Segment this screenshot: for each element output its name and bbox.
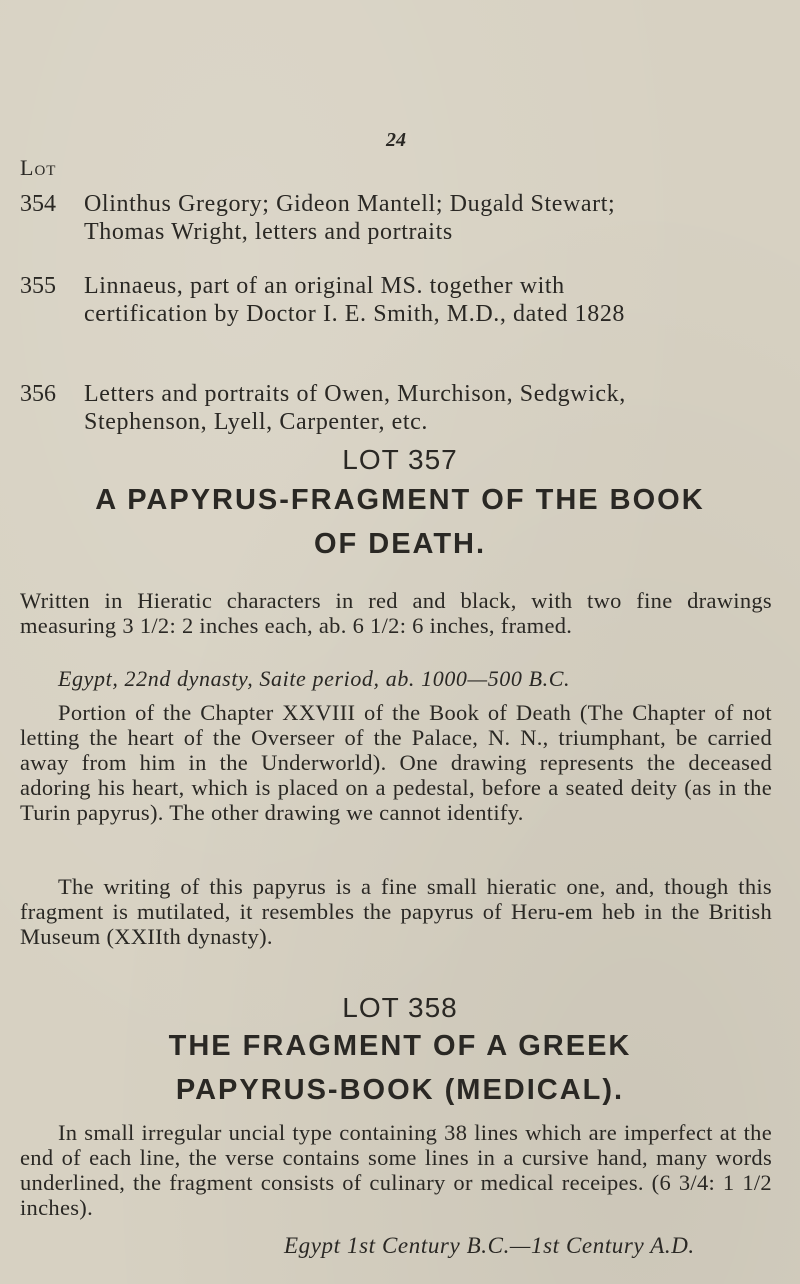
lot-description: Linnaeus, part of an original MS. together with certification by Doctor I. E. Smith, M.D., dated 1828	[84, 273, 626, 327]
lot-358-origin: Egypt 1st Century B.C.—1st Century A.D.	[284, 1233, 695, 1258]
lot-number: 356	[20, 381, 56, 407]
page-number: 24	[386, 129, 406, 151]
lot-description: Letters and portraits of Owen, Murchison, Sedgwick, Stephenson, Lyell, Carpenter, etc.	[84, 381, 626, 435]
lot-entry-355	[20, 272, 660, 328]
lot-358-title-line1: THE FRAGMENT OF A GREEK	[168, 1030, 632, 1062]
lot-entry-356	[20, 380, 660, 436]
lot-358-title-line2: PAPYRUS-BOOK (MEDICAL).	[175, 1074, 625, 1106]
lot-number: 355	[20, 273, 56, 299]
lot-358-heading: LOT 358	[342, 992, 458, 1023]
lot-357-paragraph-2: The writing of this papyrus is a fine small hieratic one, and, though this fragment is mutilated, it resembles the papyrus of Heru-em heb in the British Museum (XXIIth dynasty).	[20, 874, 772, 949]
lot-358-paragraph-1: In small irregular uncial type containing 38 lines which are imperfect at the end of each line, the verse contains some lines in a cursive hand, many words underlined, the fragment consists of culinary or medical receipes. (6 3/4: 1 1/2 inches).	[20, 1120, 772, 1220]
lot-357-paragraph-1: Portion of the Chapter XXVIII of the Book of Death (The Chapter of not letting the heart of the Overseer of the Palace, N. N., triumphant, be carried away from him in the Underworld). One drawing represents the deceased adoring his heart, which is placed on a pedestal, before a seated deity (as in the Turin papyrus). The other drawing we cannot identify.	[20, 700, 772, 825]
lot-357-title-line1: A PAPYRUS-FRAGMENT OF THE BOOK	[95, 484, 705, 516]
lot-number: 354	[20, 191, 56, 217]
lot-column-label: Lot	[20, 155, 57, 180]
lot-357-origin: Egypt, 22nd dynasty, Saite period, ab. 1000—500 B.C.	[58, 666, 571, 691]
lot-description: Olinthus Gregory; Gideon Mantell; Dugald Stewart; Thomas Wright, letters and portraits	[84, 191, 616, 245]
lot-entry-354	[20, 190, 660, 246]
lot-357-description: Written in Hieratic characters in red and black, with two fine drawings measuring 3 1/2: 2 inches each, ab. 6 1/2: 6 inches, framed.	[20, 588, 772, 638]
lot-357-title-line2: OF DEATH.	[313, 528, 487, 560]
lot-357-heading: LOT 357	[342, 444, 458, 475]
